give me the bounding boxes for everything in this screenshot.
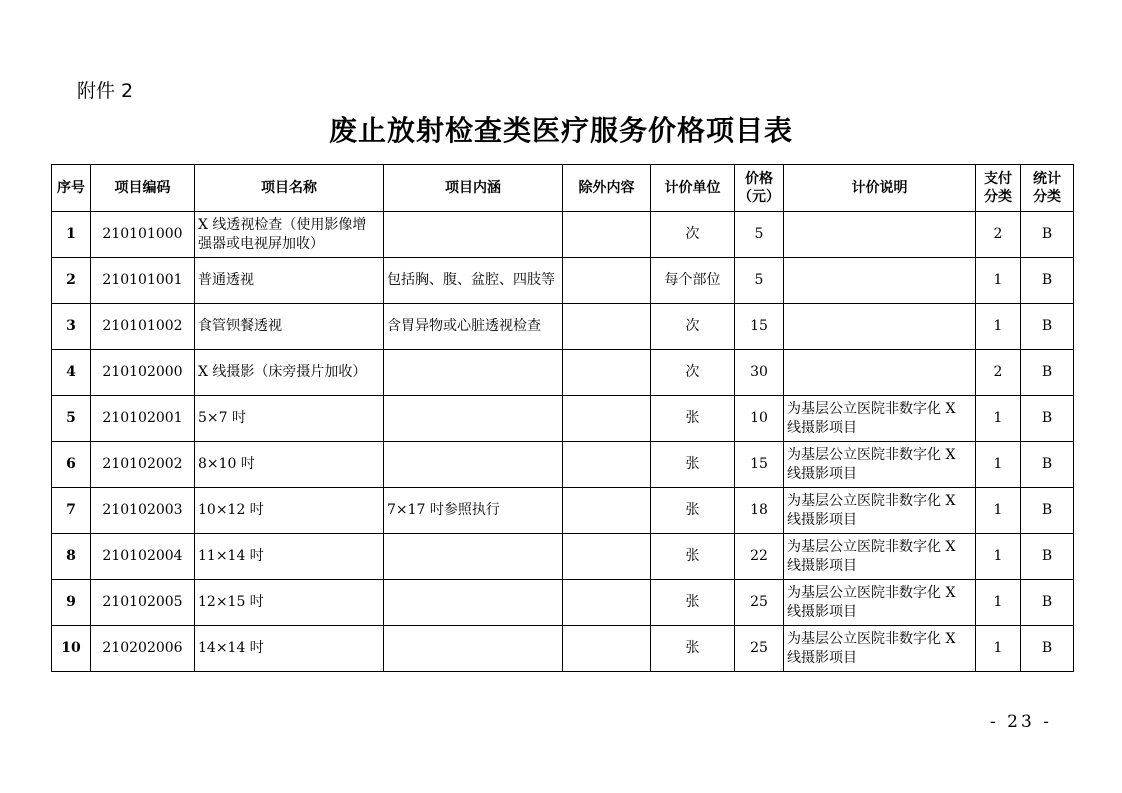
cell-stat: B [1021, 442, 1074, 488]
cell-unit: 次 [651, 350, 735, 396]
cell-pay: 1 [976, 304, 1021, 350]
cell-stat: B [1021, 626, 1074, 672]
cell-note: 为基层公立医院非数字化 X 线摄影项目 [784, 488, 976, 534]
cell-content [384, 442, 563, 488]
cell-code: 210101002 [91, 304, 195, 350]
header-stat-line1: 统计 [1033, 171, 1061, 187]
cell-price: 22 [735, 534, 784, 580]
cell-code: 210102000 [91, 350, 195, 396]
table-row [52, 212, 1074, 258]
cell-pay: 1 [976, 442, 1021, 488]
cell-code: 210101001 [91, 258, 195, 304]
cell-seq: 7 [52, 488, 91, 534]
cell-content [384, 396, 563, 442]
cell-stat: B [1021, 212, 1074, 258]
cell-pay: 2 [976, 212, 1021, 258]
cell-seq: 5 [52, 396, 91, 442]
cell-pay: 1 [976, 396, 1021, 442]
cell-name: 食管钡餐透视 [195, 304, 384, 350]
cell-code: 210102003 [91, 488, 195, 534]
header-pay-line2: 分类 [984, 189, 1012, 205]
cell-price: 15 [735, 442, 784, 488]
cell-note: 为基层公立医院非数字化 X 线摄影项目 [784, 580, 976, 626]
table-row [52, 396, 1074, 442]
cell-excluded [563, 534, 651, 580]
cell-price: 10 [735, 396, 784, 442]
table-row [52, 350, 1074, 396]
cell-content [384, 580, 563, 626]
cell-stat: B [1021, 258, 1074, 304]
header-stat-line2: 分类 [1033, 189, 1061, 205]
cell-name: 8×10 吋 [195, 442, 384, 488]
cell-code: 210102001 [91, 396, 195, 442]
cell-content: 包括胸、腹、盆腔、四肢等 [384, 258, 563, 304]
header-note: 计价说明 [784, 165, 976, 212]
cell-excluded [563, 258, 651, 304]
cell-seq: 10 [52, 626, 91, 672]
cell-excluded [563, 304, 651, 350]
cell-unit: 张 [651, 396, 735, 442]
cell-stat: B [1021, 488, 1074, 534]
cell-excluded [563, 488, 651, 534]
cell-note [784, 350, 976, 396]
cell-price: 30 [735, 350, 784, 396]
table-header [52, 165, 1074, 212]
cell-name: 11×14 吋 [195, 534, 384, 580]
cell-seq: 4 [52, 350, 91, 396]
cell-seq: 6 [52, 442, 91, 488]
table-row [52, 534, 1074, 580]
cell-price: 18 [735, 488, 784, 534]
cell-price: 5 [735, 258, 784, 304]
attachment-label: 附件 2 [77, 80, 134, 102]
cell-seq: 9 [52, 580, 91, 626]
cell-note: 为基层公立医院非数字化 X 线摄影项目 [784, 534, 976, 580]
cell-seq: 1 [52, 212, 91, 258]
cell-seq: 2 [52, 258, 91, 304]
cell-note: 为基层公立医院非数字化 X 线摄影项目 [784, 626, 976, 672]
cell-unit: 次 [651, 304, 735, 350]
cell-excluded [563, 396, 651, 442]
cell-name: 10×12 吋 [195, 488, 384, 534]
cell-unit: 次 [651, 212, 735, 258]
cell-stat: B [1021, 396, 1074, 442]
cell-note [784, 304, 976, 350]
table-row [52, 580, 1074, 626]
cell-unit: 每个部位 [651, 258, 735, 304]
cell-price: 15 [735, 304, 784, 350]
cell-stat: B [1021, 350, 1074, 396]
header-price-line2: （元） [738, 189, 780, 205]
cell-stat: B [1021, 580, 1074, 626]
header-seq: 序号 [52, 165, 91, 212]
cell-pay: 1 [976, 258, 1021, 304]
header-unit: 计价单位 [651, 165, 735, 212]
header-stat [1021, 165, 1074, 212]
cell-seq: 3 [52, 304, 91, 350]
cell-code: 210102005 [91, 580, 195, 626]
cell-stat: B [1021, 534, 1074, 580]
cell-price: 25 [735, 626, 784, 672]
header-excluded: 除外内容 [563, 165, 651, 212]
cell-name: 12×15 吋 [195, 580, 384, 626]
header-pay [976, 165, 1021, 212]
cell-code: 210202006 [91, 626, 195, 672]
table-row [52, 258, 1074, 304]
cell-code: 210101000 [91, 212, 195, 258]
cell-name: X 线透视检查（使用影像增强器或电视屏加收） [195, 212, 384, 258]
table-row [52, 304, 1074, 350]
cell-pay: 1 [976, 626, 1021, 672]
table-row [52, 442, 1074, 488]
cell-note: 为基层公立医院非数字化 X 线摄影项目 [784, 396, 976, 442]
header-price [735, 165, 784, 212]
cell-pay: 1 [976, 488, 1021, 534]
cell-seq: 8 [52, 534, 91, 580]
page-number: - 23 - [990, 712, 1052, 732]
cell-content [384, 212, 563, 258]
cell-content: 7×17 吋参照执行 [384, 488, 563, 534]
cell-price: 25 [735, 580, 784, 626]
header-pay-line1: 支付 [984, 171, 1012, 187]
cell-name: X 线摄影（床旁摄片加收） [195, 350, 384, 396]
cell-content [384, 534, 563, 580]
cell-excluded [563, 212, 651, 258]
cell-unit: 张 [651, 488, 735, 534]
cell-content [384, 350, 563, 396]
cell-code: 210102004 [91, 534, 195, 580]
cell-unit: 张 [651, 626, 735, 672]
cell-name: 5×7 吋 [195, 396, 384, 442]
table-row [52, 488, 1074, 534]
cell-note [784, 258, 976, 304]
cell-note [784, 212, 976, 258]
table-row [52, 626, 1074, 672]
document-title: 废止放射检查类医疗服务价格项目表 [328, 114, 793, 147]
cell-excluded [563, 442, 651, 488]
cell-excluded [563, 626, 651, 672]
cell-excluded [563, 350, 651, 396]
cell-price: 5 [735, 212, 784, 258]
price-table [51, 164, 1074, 672]
header-content: 项目内涵 [384, 165, 563, 212]
cell-content [384, 626, 563, 672]
cell-unit: 张 [651, 442, 735, 488]
cell-name: 普通透视 [195, 258, 384, 304]
cell-excluded [563, 580, 651, 626]
cell-content: 含胃异物或心脏透视检查 [384, 304, 563, 350]
cell-name: 14×14 吋 [195, 626, 384, 672]
cell-pay: 2 [976, 350, 1021, 396]
cell-unit: 张 [651, 580, 735, 626]
cell-pay: 1 [976, 580, 1021, 626]
cell-stat: B [1021, 304, 1074, 350]
header-price-line1: 价格 [745, 171, 773, 187]
cell-pay: 1 [976, 534, 1021, 580]
header-name: 项目名称 [195, 165, 384, 212]
cell-note: 为基层公立医院非数字化 X 线摄影项目 [784, 442, 976, 488]
cell-code: 210102002 [91, 442, 195, 488]
cell-unit: 张 [651, 534, 735, 580]
header-code: 项目编码 [91, 165, 195, 212]
